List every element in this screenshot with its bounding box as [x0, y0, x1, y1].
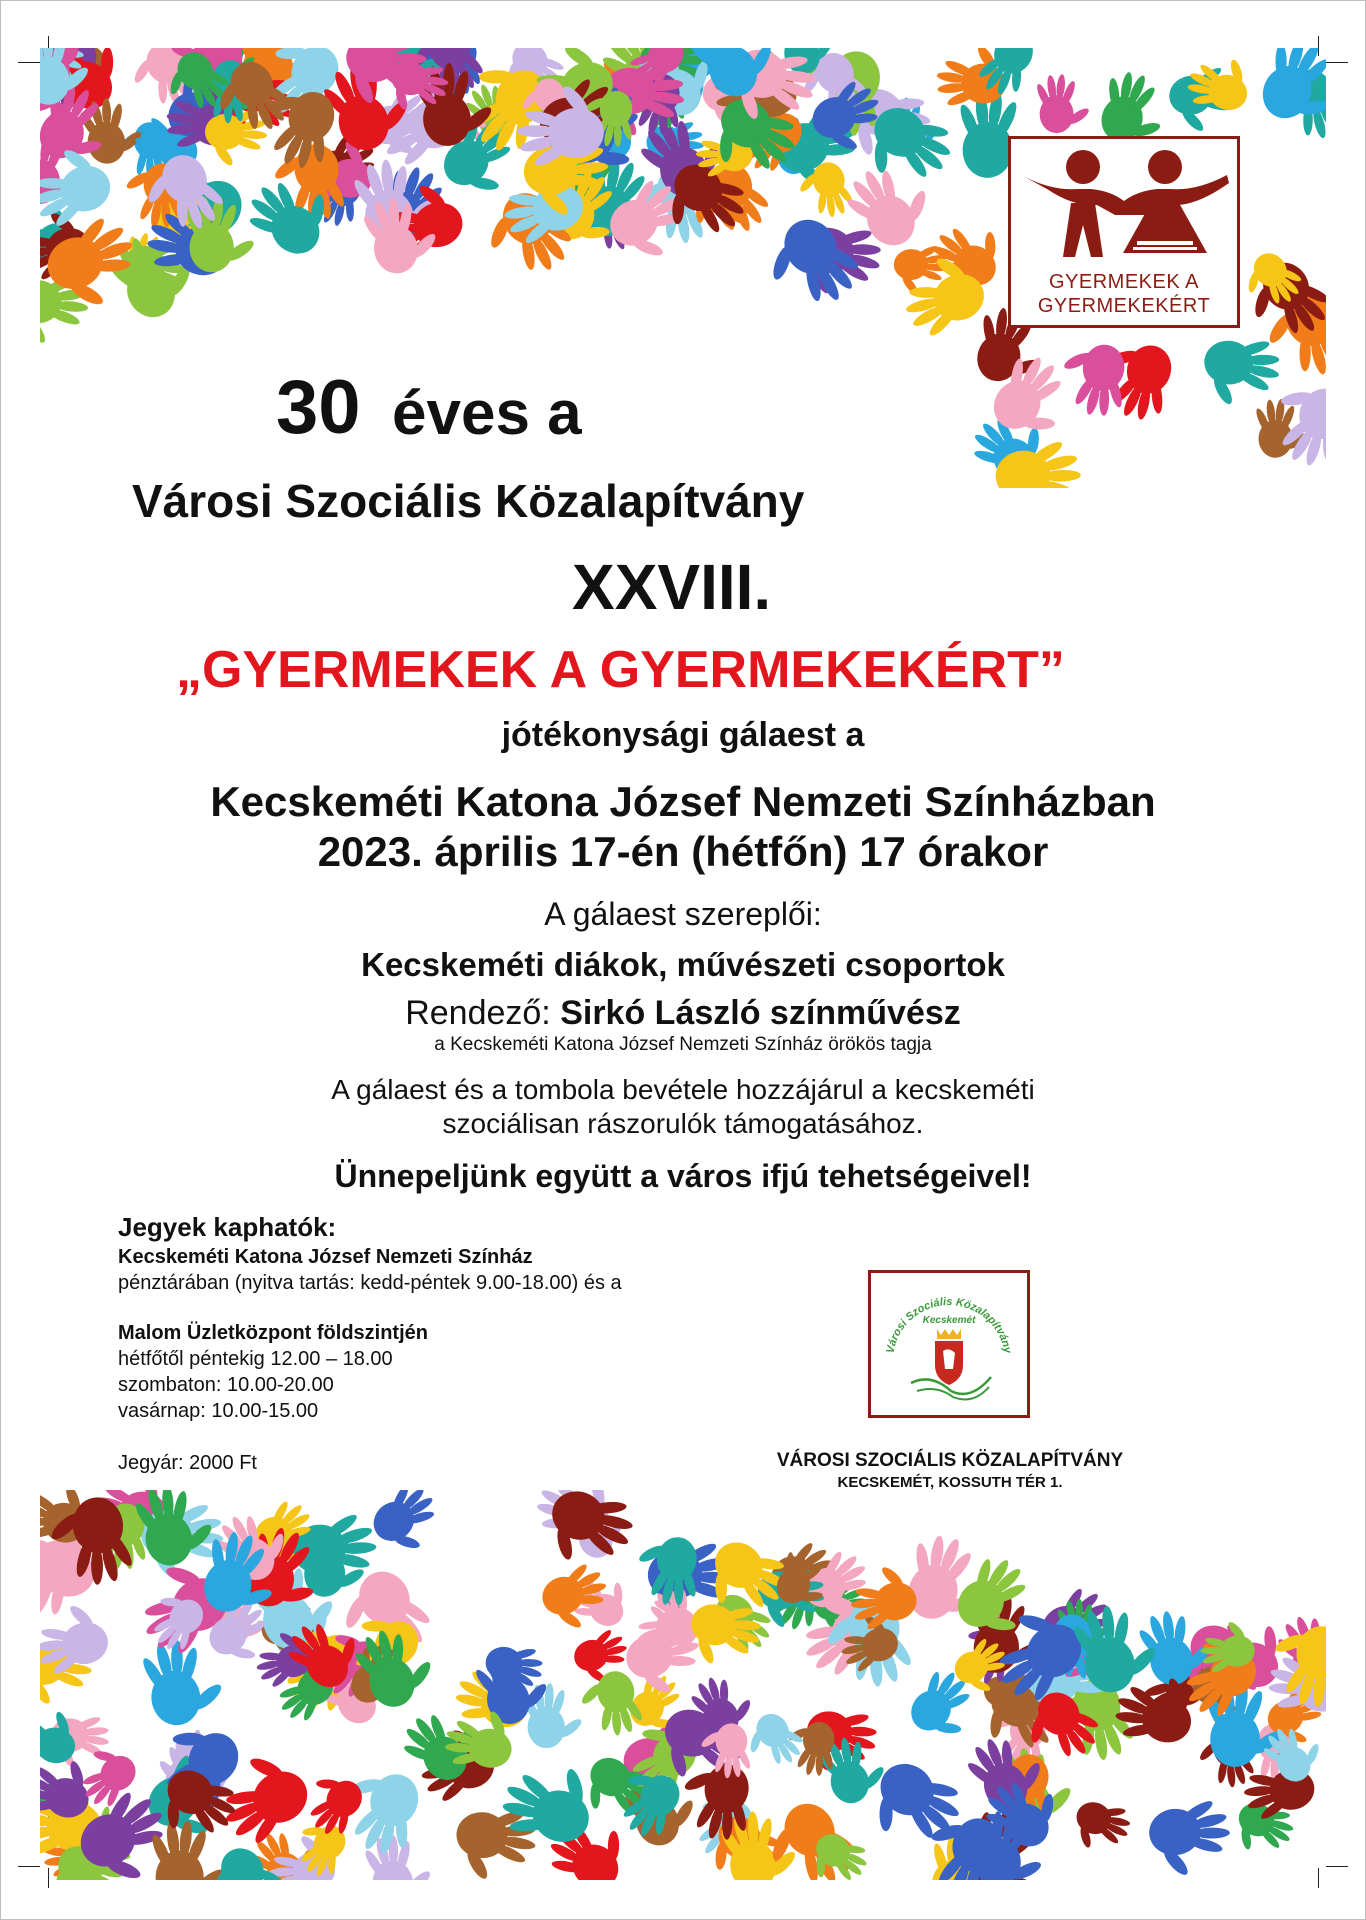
seal-emblem: [871, 1273, 1027, 1415]
crop-mark: [1326, 62, 1348, 63]
ticket-place2-hours-line: vasárnap: 10.00-15.00: [118, 1400, 319, 1422]
handprint-icon: [536, 1490, 642, 1581]
anniversary-number: 30: [276, 365, 361, 450]
event-title: „GYERMEKEK A GYERMEKEKÉRT”: [176, 641, 1065, 699]
logo-line1: GYERMEKEK A: [1049, 271, 1199, 293]
venue: Kecskeméti Katona József Nemzeti Színházban: [210, 778, 1156, 825]
dancing-children-icon: [1011, 145, 1237, 265]
seal-arc-text: Városi Szociális Közalapítvány: [884, 1295, 1014, 1355]
director-name: Sirkó László színművész: [560, 994, 961, 1032]
handprint-icon: [148, 1820, 229, 1880]
ticket-place2-hours-line: szombaton: 10.00-20.00: [118, 1374, 334, 1396]
ticket-place2-hours-line: hétfőtől péntekig 12.00 – 18.00: [118, 1348, 393, 1370]
director-line: [0, 994, 1366, 1033]
director-prefix: Rendező:: [405, 994, 551, 1032]
crop-mark: [1326, 1866, 1348, 1867]
crop-mark: [18, 62, 40, 63]
handprint-icon: [1067, 1793, 1136, 1860]
ticket-place1-hours: pénztárában (nyitva tartás: kedd-péntek 9.00-18.00) és a: [118, 1272, 622, 1294]
foundation-name: Városi Szociális Közalapítvány: [132, 475, 805, 527]
footer-address: KECSKEMÉT, KOSSUTH TÉR 1.: [837, 1474, 1063, 1491]
handprint-icon: [1146, 1796, 1235, 1880]
handprint-icon: [1034, 74, 1091, 134]
purpose-line1: A gálaest és a tombola bevétele hozzájárul a kecskeméti: [331, 1074, 1035, 1105]
purpose-line2: szociálisan rászorulók támogatásához.: [442, 1108, 924, 1139]
event-type: jótékonysági gálaest a: [501, 716, 865, 754]
ticket-place2-name: Malom Üzletközpont földszintjén: [118, 1322, 428, 1344]
logo-line2: GYERMEKEKÉRT: [1037, 295, 1211, 317]
performers-heading: A gálaest szereplői:: [544, 896, 822, 932]
event-datetime: 2023. április 17-én (hétfőn) 17 órakor: [317, 828, 1049, 875]
ticket-place1-name: Kecskeméti Katona József Nemzeti Színház: [118, 1246, 533, 1268]
director-note: a Kecskeméti Katona József Nemzeti Színház örökös tagja: [434, 1034, 932, 1055]
edition-number: XXVIII.: [572, 551, 772, 623]
handprint-icon: [753, 205, 871, 324]
slogan: Ünnepeljünk együtt a város ifjú tehetségeivel!: [334, 1158, 1032, 1194]
seal-city: Kecskemét: [922, 1315, 976, 1326]
handprint-icon: [1054, 338, 1134, 421]
handprint-decoration-bottom: [40, 1490, 1326, 1880]
performers: Kecskeméti diákok, művészeti csoportok: [361, 946, 1005, 983]
tickets-heading: Jegyek kaphatók:: [118, 1212, 337, 1242]
crop-mark: [18, 1866, 40, 1867]
foundation-seal: [868, 1270, 1030, 1418]
anniversary-text: éves a: [392, 379, 582, 448]
gyermekek-logo: [1008, 136, 1240, 328]
handprint-icon: [362, 1490, 452, 1564]
footer-org-name: VÁROSI SZOCIÁLIS KÖZALAPÍTVÁNY: [776, 1450, 1124, 1471]
crown-icon: [937, 1329, 961, 1339]
ticket-price: Jegyár: 2000 Ft: [118, 1452, 257, 1474]
handprint-icon: [520, 1681, 585, 1749]
